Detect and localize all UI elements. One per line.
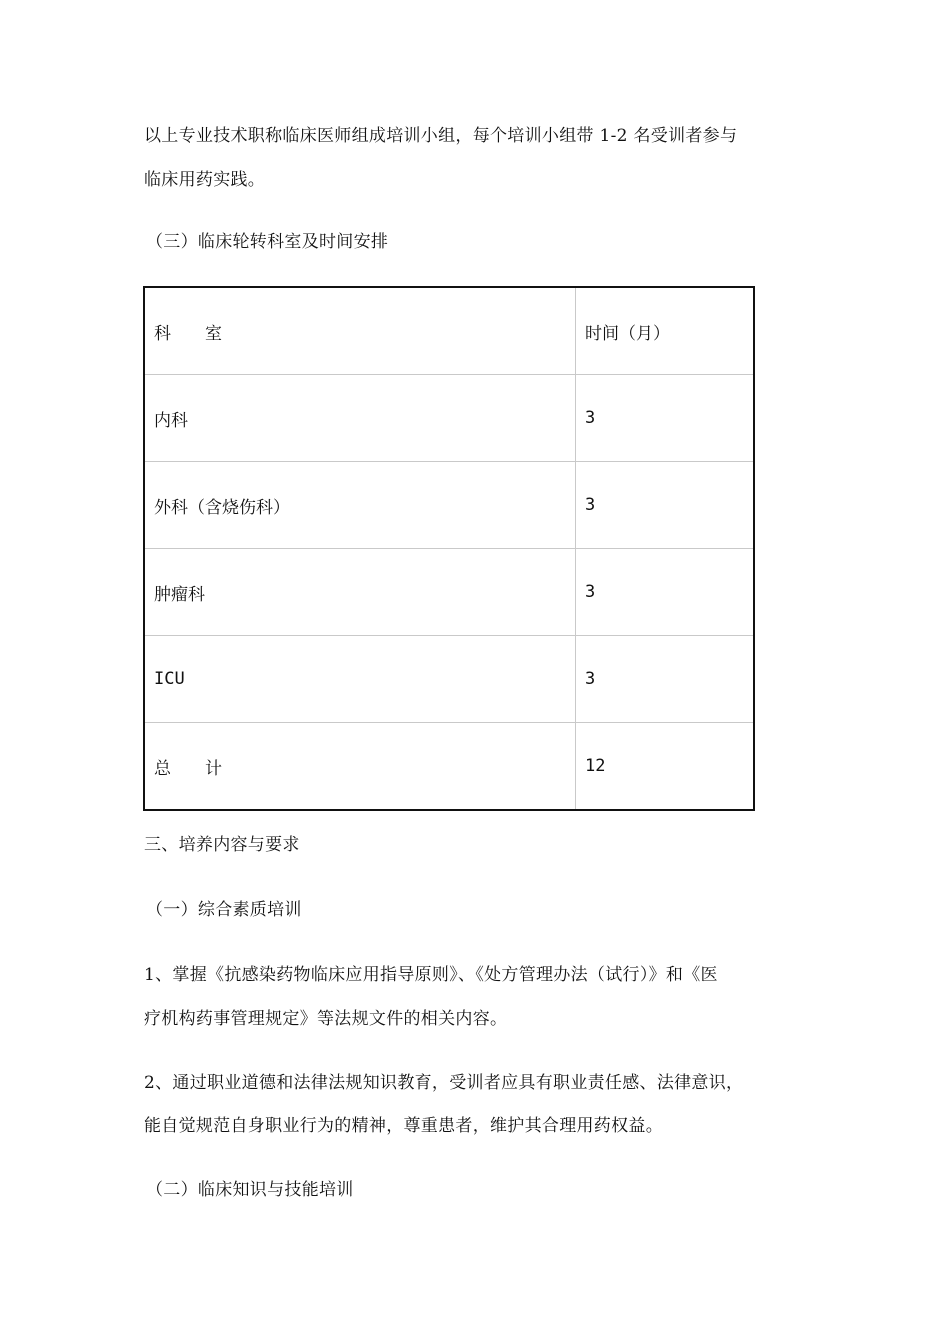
item-2-line: 能自觉规范自身职业行为的精神，尊重患者，维护其合理用药权益。 <box>144 1116 663 1136</box>
table-row <box>144 375 754 462</box>
department-cell: 外科（含烧伤科） <box>144 462 576 549</box>
paragraph-line: 临床用药实践。 <box>144 170 266 190</box>
item-2-line: 2、通过职业道德和法律法规知识教育，受训者应具有职业责任感、法律意识， <box>144 1073 744 1093</box>
rotation-section-heading: （三）临床轮转科室及时间安排 <box>146 232 389 252</box>
rotation-schedule-table <box>143 286 755 811</box>
department-cell: ICU <box>144 636 576 723</box>
total-months-cell: 12 <box>576 723 755 811</box>
table-row <box>144 462 754 549</box>
department-cell: 肿瘤科 <box>144 549 576 636</box>
table-row <box>144 636 754 723</box>
section-three-heading: 三、培养内容与要求 <box>144 835 300 855</box>
header-months: 时间（月） <box>576 287 755 375</box>
item-1-line: 疗机构药事管理规定》等法规文件的相关内容。 <box>144 1009 508 1029</box>
table-header-row <box>144 287 754 375</box>
months-cell: 3 <box>576 375 755 462</box>
item-1-line: 1、掌握《抗感染药物临床应用指导原则》、《处方管理办法（试行）》和《医 <box>144 965 718 985</box>
total-label-cell: 总 计 <box>144 723 576 811</box>
paragraph-line: 以上专业技术职称临床医师组成培训小组，每个培训小组带 1-2 名受训者参与 <box>144 126 738 146</box>
months-cell: 3 <box>576 462 755 549</box>
department-cell: 内科 <box>144 375 576 462</box>
table-row <box>144 549 754 636</box>
subsection-one-heading: （一）综合素质培训 <box>146 900 302 920</box>
subsection-two-heading: （二）临床知识与技能培训 <box>146 1180 354 1200</box>
table-total-row <box>144 723 754 811</box>
header-department: 科 室 <box>144 287 576 375</box>
months-cell: 3 <box>576 636 755 723</box>
months-cell: 3 <box>576 549 755 636</box>
